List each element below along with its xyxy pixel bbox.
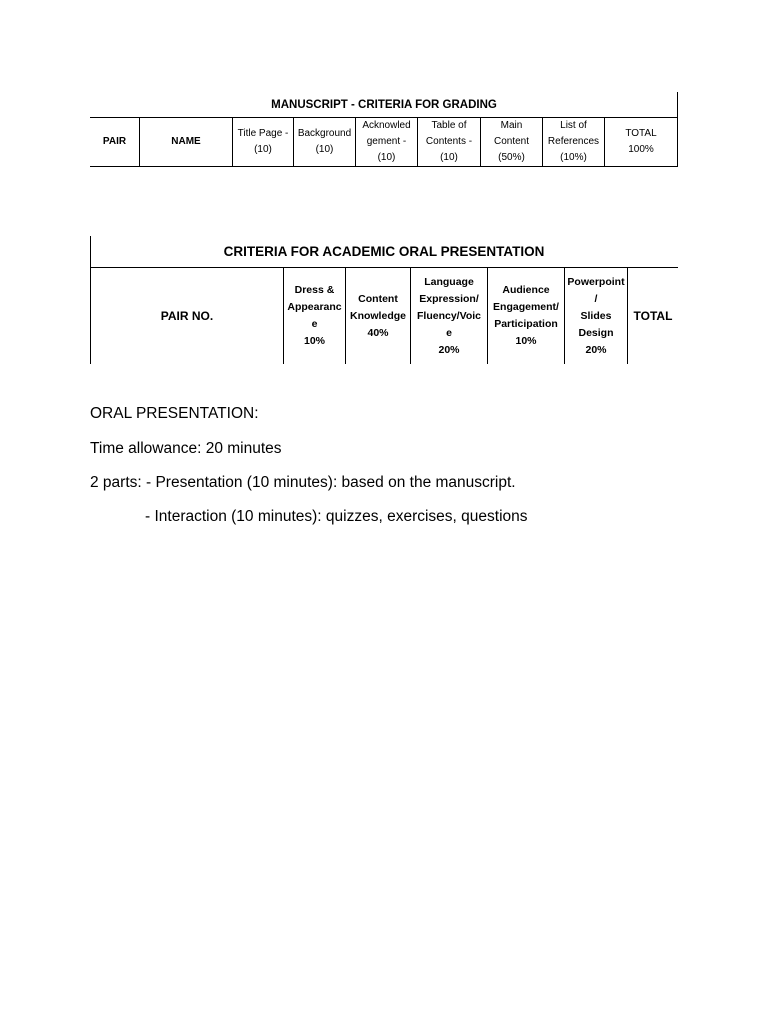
oral-table-title: CRITERIA FOR ACADEMIC ORAL PRESENTATION (223, 244, 545, 259)
header-content-knowledge: Content Knowledge 40% (349, 292, 406, 339)
manuscript-grading-table (90, 92, 678, 167)
header-title-page: Title Page - (10) (237, 128, 289, 155)
header-main-content: Main Content (50%) (493, 120, 530, 163)
header-pair: PAIR (102, 136, 127, 147)
header-pair-no: PAIR NO. (160, 308, 214, 323)
header-name: NAME (171, 136, 201, 147)
header-total: TOTAL (633, 308, 673, 323)
interaction-line: - Interaction (10 minutes): quizzes, exercises, questions (145, 508, 528, 525)
header-dress-appearance: Dress & Appearanc e 10% (287, 284, 342, 347)
header-table-of-contents: Table of Contents - (10) (425, 120, 473, 163)
parts-line: 2 parts: - Presentation (10 minutes): based on the manuscript. (90, 474, 516, 491)
oral-presentation-criteria-table (90, 236, 678, 364)
header-powerpoint-slides: Powerpoint / Slides Design 20% (567, 275, 625, 356)
manuscript-table-title: MANUSCRIPT - CRITERIA FOR GRADING (271, 98, 497, 111)
header-list-of-references: List of References (10%) (547, 120, 600, 163)
header-acknowledgement: Acknowled gement - (10) (362, 120, 411, 163)
oral-presentation-heading: ORAL PRESENTATION: (90, 405, 259, 422)
header-language-expression: Language Expression/ Fluency/Voic e 20% (417, 275, 481, 356)
header-background: Background (10) (297, 128, 352, 155)
time-allowance: Time allowance: 20 minutes (90, 440, 282, 457)
header-total: TOTAL 100% (625, 128, 657, 155)
header-audience-engagement: Audience Engagement/ Participation 10% (493, 284, 559, 347)
